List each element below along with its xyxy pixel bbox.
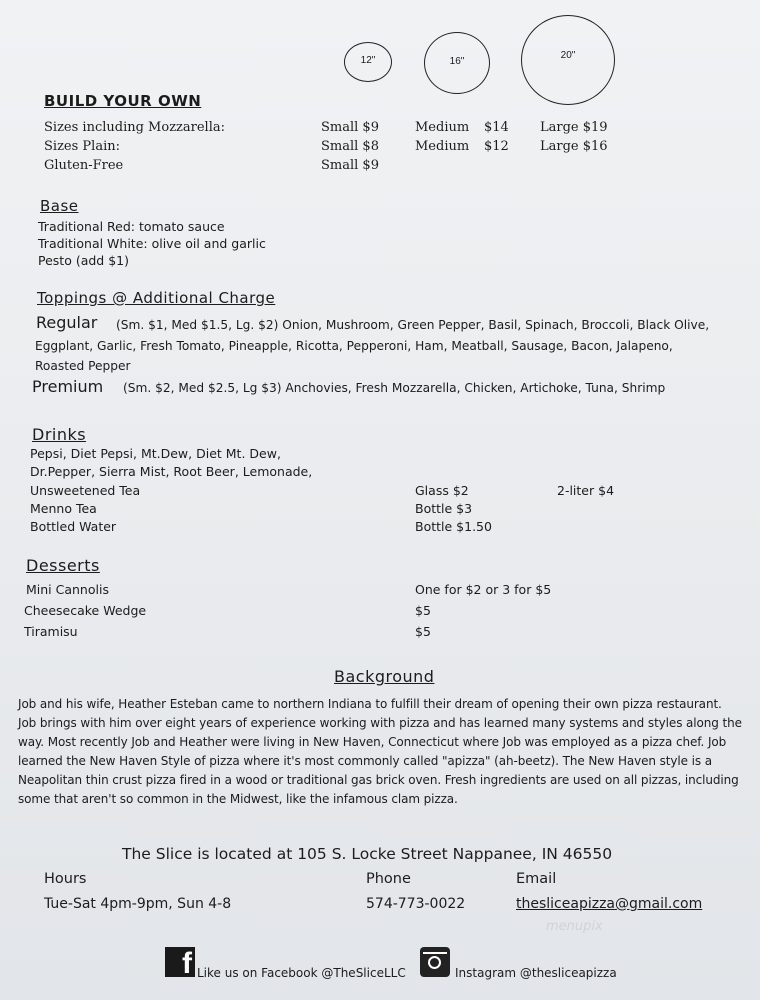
build-row-medium-price: $14 [484, 120, 509, 135]
regular-toppings-line: (Sm. $1, Med $1.5, Lg. $2) Onion, Mushroom, Green Pepper, Basil, Spinach, Broccoli, Black Olive, [116, 318, 710, 332]
base-item: Traditional White: olive oil and garlic [38, 236, 266, 251]
base-heading: Base [40, 197, 79, 215]
background-line: Job and his wife, Heather Esteban came to northern Indiana to fulfill their dream of opening their own pizza restaurant. [18, 697, 722, 711]
build-row-medium-price: $12 [484, 139, 509, 154]
build-row-small: Small $9 [321, 158, 379, 173]
build-row-label: Sizes Plain: [44, 139, 120, 154]
size-20-label: 20" [560, 50, 576, 61]
regular-label: Regular [36, 313, 98, 332]
dessert-name: Tiramisu [24, 624, 78, 639]
drinks-line: Pepsi, Diet Pepsi, Mt.Dew, Diet Mt. Dew, [30, 446, 281, 461]
drinks-line: Unsweetened Tea [30, 483, 141, 498]
build-row-large: Large $16 [540, 139, 608, 154]
drinks-bottle-price: Bottle $1.50 [415, 519, 492, 534]
instagram-icon[interactable] [420, 947, 450, 977]
build-your-own-heading: BUILD YOUR OWN [44, 92, 202, 110]
build-row-label: Gluten-Free [44, 158, 124, 173]
phone-label: Phone [366, 871, 411, 887]
location-line: The Slice is located at 105 S. Locke Street Nappanee, IN 46550 [122, 845, 613, 863]
build-row-small: Small $9 [321, 120, 379, 135]
base-item: Pesto (add $1) [38, 253, 129, 268]
size-12-label: 12" [360, 55, 376, 66]
background-line: some that aren't so common in the Midwest, like the infamous clam pizza. [18, 792, 458, 806]
base-item: Traditional Red: tomato sauce [38, 219, 225, 234]
build-row-large: Large $19 [540, 120, 608, 135]
watermark: menupix [546, 919, 603, 934]
hours-label: Hours [44, 871, 87, 887]
size-circle-12 [344, 42, 392, 82]
size-circle-16 [424, 32, 490, 94]
dessert-name: Cheesecake Wedge [24, 603, 147, 618]
email-link[interactable]: thesliceapizza@gmail.com [516, 896, 703, 912]
regular-toppings-line: Roasted Pepper [35, 359, 131, 373]
build-row-medium: Medium [415, 120, 470, 135]
size-16-label: 16" [449, 56, 465, 67]
build-row-small: Small $8 [321, 139, 379, 154]
background-heading: Background [334, 667, 435, 686]
build-row-medium: Medium [415, 139, 470, 154]
background-line: Neapolitan thin crust pizza fired in a wood or traditional gas brick oven. Fresh ingredients are used on all pizzas, including [18, 773, 739, 787]
instagram-icon-lens [428, 956, 441, 969]
size-circle-20 [521, 15, 615, 105]
drinks-heading: Drinks [32, 425, 87, 444]
dessert-price: One for $2 or 3 for $5 [415, 582, 552, 597]
premium-label: Premium [32, 377, 104, 396]
drinks-bottle-price: Bottle $3 [415, 501, 473, 516]
phone-value: 574-773-0022 [366, 896, 466, 912]
drinks-glass-price: Glass $2 [415, 483, 469, 498]
drinks-line: Menno Tea [30, 501, 97, 516]
dessert-name: Mini Cannolis [26, 582, 109, 597]
email-label: Email [516, 871, 557, 887]
drinks-line: Bottled Water [30, 519, 117, 534]
build-row-label: Sizes including Mozzarella: [44, 120, 225, 135]
facebook-icon[interactable]: f [165, 947, 195, 977]
instagram-icon-bar [423, 952, 447, 954]
dessert-price: $5 [415, 624, 431, 639]
hours-value: Tue-Sat 4pm-9pm, Sun 4-8 [44, 896, 232, 912]
dessert-price: $5 [415, 603, 431, 618]
background-line: Job brings with him over eight years of experience working with pizza and has learned many systems and styles along the [18, 716, 742, 730]
toppings-heading: Toppings @ Additional Charge [37, 289, 276, 307]
instagram-text: Instagram @thesliceapizza [455, 966, 617, 980]
background-line: way. Most recently Job and Heather were living in New Haven, Connecticut where Job was employed as a pizza chef. Job [18, 735, 727, 749]
drinks-line: Dr.Pepper, Sierra Mist, Root Beer, Lemonade, [30, 464, 313, 479]
premium-toppings-line: (Sm. $2, Med $2.5, Lg $3) Anchovies, Fresh Mozzarella, Chicken, Artichoke, Tuna, Shrimp [123, 381, 666, 395]
desserts-heading: Desserts [26, 556, 100, 575]
drinks-2liter-price: 2-liter $4 [557, 483, 615, 498]
regular-toppings-line: Eggplant, Garlic, Fresh Tomato, Pineapple, Ricotta, Pepperoni, Ham, Meatball, Sausage, Bacon, Jalapeno, [35, 339, 673, 353]
facebook-text: Like us on Facebook @TheSliceLLC [197, 966, 406, 980]
background-line: learned the New Haven Style of pizza where it's most commonly called "apizza" (ah-beetz). The New Haven style is a [18, 754, 712, 768]
